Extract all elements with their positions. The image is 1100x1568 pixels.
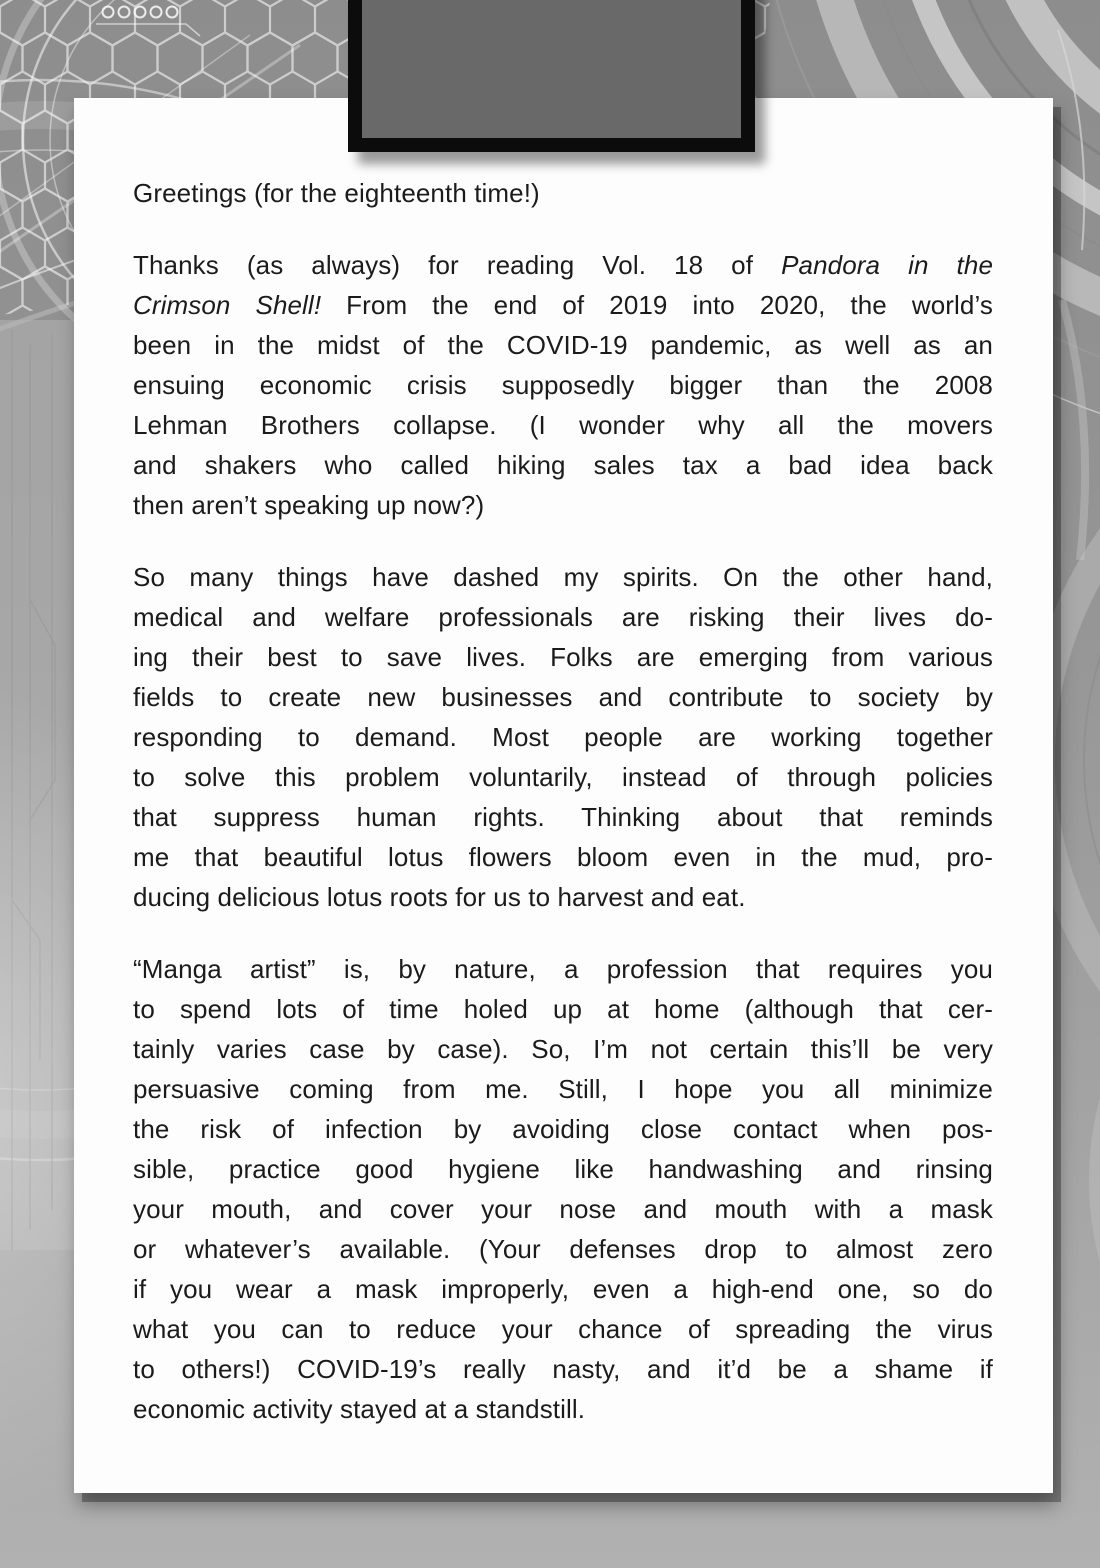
text-line: “Manga artist” is, by nature, a profession that requires you bbox=[133, 954, 993, 984]
text-line: sible, practice good hygiene like handwashing and rinsing bbox=[133, 1154, 993, 1184]
letter-paragraphs bbox=[133, 245, 993, 1429]
text-line: tainly varies case by case). So, I’m not certain this’ll be very bbox=[133, 1034, 993, 1064]
greeting-line: Greetings (for the eighteenth time!) bbox=[133, 178, 540, 208]
greeting-paragraph bbox=[133, 173, 993, 213]
text-line: what you can to reduce your chance of spreading the virus bbox=[133, 1314, 993, 1344]
paragraph bbox=[133, 949, 993, 1429]
paragraph bbox=[133, 245, 993, 525]
text-line: been in the midst of the COVID-19 pandemic, as well as an bbox=[133, 330, 993, 360]
text-line: responding to demand. Most people are working together bbox=[133, 722, 993, 752]
text-line: me that beautiful lotus flowers bloom even in the mud, pro- bbox=[133, 842, 993, 872]
text-line: Crimson Shell! From the end of 2019 into 2020, the world’s bbox=[133, 290, 993, 320]
paragraph bbox=[133, 557, 993, 917]
blank-image-panel bbox=[348, 0, 755, 152]
text-line: Lehman Brothers collapse. (I wonder why all the movers bbox=[133, 410, 993, 440]
text-line: So many things have dashed my spirits. On the other hand, bbox=[133, 562, 993, 592]
text-line: your mouth, and cover your nose and mouth with a mask bbox=[133, 1194, 993, 1224]
letter-body bbox=[133, 173, 993, 1429]
text-line: medical and welfare professionals are risking their lives do- bbox=[133, 602, 993, 632]
text-line: ing their best to save lives. Folks are emerging from various bbox=[133, 642, 993, 672]
text-line: or whatever’s available. (Your defenses drop to almost zero bbox=[133, 1234, 993, 1264]
text-line: ducing delicious lotus roots for us to harvest and eat. bbox=[133, 882, 746, 912]
text-line: Thanks (as always) for reading Vol. 18 of Pandora in the bbox=[133, 250, 994, 280]
text-line: economic activity stayed at a standstill. bbox=[133, 1394, 586, 1424]
text-line: to others!) COVID-19’s really nasty, and it’d be a shame if bbox=[133, 1354, 993, 1384]
text-line: if you wear a mask improperly, even a high-end one, so do bbox=[133, 1274, 993, 1304]
text-line: the risk of infection by avoiding close contact when pos- bbox=[133, 1114, 993, 1144]
text-line: and shakers who called hiking sales tax a bad idea back bbox=[133, 450, 993, 480]
text-line: fields to create new businesses and contribute to society by bbox=[133, 682, 993, 712]
text-line: to spend lots of time holed up at home (although that cer- bbox=[133, 994, 993, 1024]
text-line: to solve this problem voluntarily, instead of through policies bbox=[133, 762, 993, 792]
text-line: then aren’t speaking up now?) bbox=[133, 490, 485, 520]
text-line: that suppress human rights. Thinking about that reminds bbox=[133, 802, 993, 832]
text-line: ensuing economic crisis supposedly bigger than the 2008 bbox=[133, 370, 993, 400]
text-line: persuasive coming from me. Still, I hope you all minimize bbox=[133, 1074, 993, 1104]
afterword-paper bbox=[74, 98, 1053, 1493]
